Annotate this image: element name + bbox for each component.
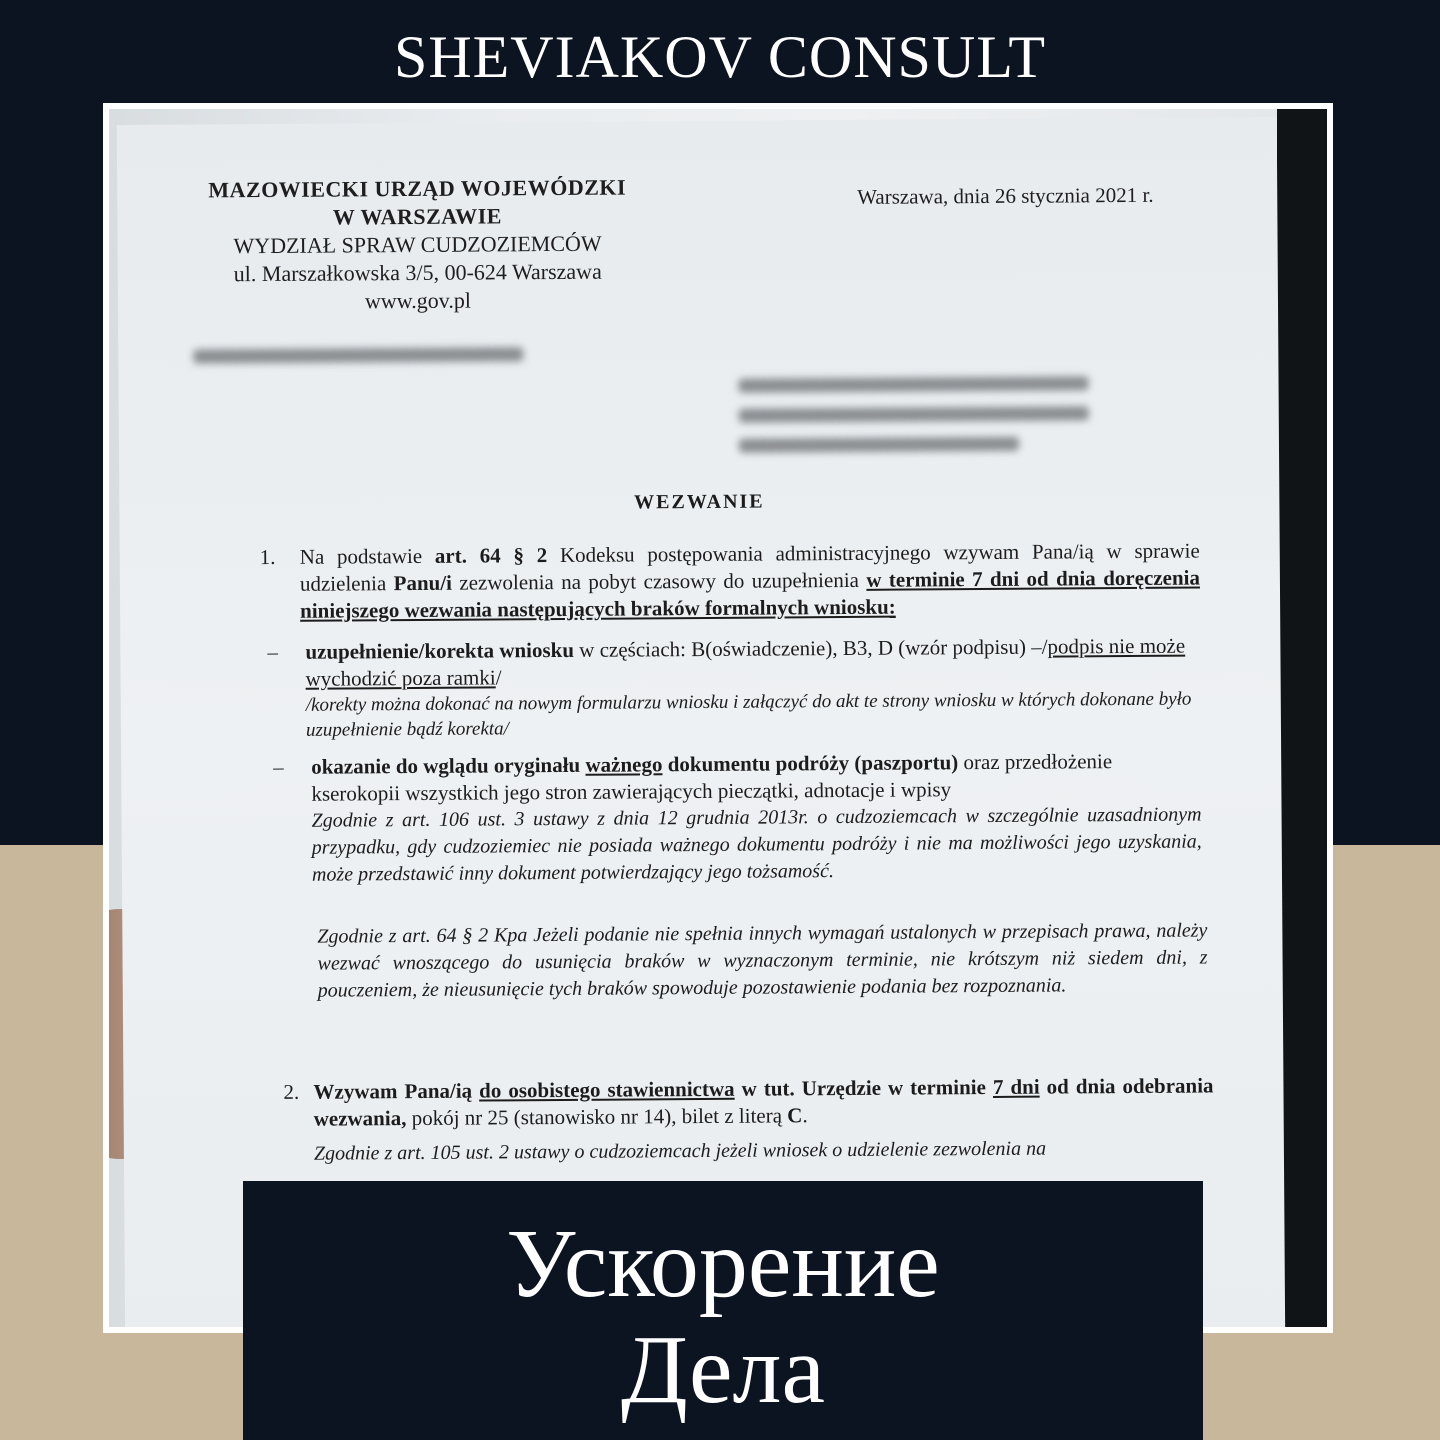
redacted-address-2	[739, 406, 1089, 422]
item-2-number: 2.	[283, 1079, 300, 1104]
office-header	[197, 173, 638, 316]
document-title: WEZWANIE	[634, 490, 765, 514]
document-photo	[109, 109, 1327, 1327]
caption-line-2: Дела	[621, 1316, 825, 1424]
deadline-text: w terminie 7 dni od dnia doręczenia niniejszego wezwania następujących braków formalnych wniosku:	[300, 565, 1201, 623]
document-sheet	[117, 117, 1286, 1327]
kpa-note: Zgodnie z art. 64 § 2 Kpa Jeżeli podanie nie spełnia innych wymagań ustalonych w przepisach prawa, należy wezwać wnoszącego do usunięcia braków w wyznaczonym terminie, nie krótszym niż siedem dni, z pouczeniem, że nieusunięcie tych braków spowoduje pozostawienie podania bez rozpoznania.	[317, 919, 1208, 1002]
caption-text	[243, 1211, 1203, 1423]
photo-background-edge	[1277, 109, 1327, 1327]
item-1-number: 1.	[259, 544, 276, 570]
redacted-reference	[193, 347, 523, 363]
item-2-note: Zgodnie z art. 105 ust. 2 ustawy o cudzoziemcach jeżeli wniosek o udzielenie zezwolenia na	[313, 1137, 1047, 1165]
bullet-1: – uzupełnienie/korekta wniosku w częściach: B(oświadczenie), B3, D (wzór podpisu) –/podpis nie może wychodzić poza ramki/ /korekty można dokonać na nowym formularzu wniosku i załączyć do akt te strony wniosku w których dokonane było uzupełnienie bądź korekta/	[305, 633, 1201, 743]
item-1: 1. Na podstawie art. 64 § 2 Kodeksu postępowania administracyjnego wzywam Pana/ią w sprawie udzielenia Panu/i zezwolenia na pobyt czasowy do uzupełnienia w terminie 7 dni od dnia doręczenia niniejszego wezwania następujących braków formalnych wniosku:	[259, 538, 1201, 623]
bullet-2-dash: –	[273, 754, 284, 779]
item-2: 2. Wzywam Pana/ią do osobistego stawiennictwa w tut. Urzędzie w terminie 7 dni od dnia odebrania wezwania, pokój nr 25 (stanowisko nr 14), bilet z literą C. Zgodnie z art. 105 ust. 2 ustawy o cudzoziemcach jeżeli wniosek o udzielenie zezwolenia na	[313, 1072, 1214, 1167]
office-address: ul. Marszałkowska 3/5, 00-624 Warszawa	[233, 258, 602, 287]
office-city: W WARSZAWIE	[332, 203, 503, 230]
bullet-1-dash: –	[267, 639, 278, 665]
document-date: Warszawa, dnia 26 stycznia 2021 r.	[857, 182, 1154, 209]
bullet-1-note: /korekty można dokonać na nowym formularzu wniosku i załączyć do akt te strony wniosku w których dokonane było uzupełnienie bądź korekta/	[305, 688, 1192, 741]
brand-title: SHEVIAKOV CONSULT	[393, 24, 1047, 90]
photo-frame	[103, 103, 1333, 1333]
caption-line-1: Ускорение	[506, 1210, 940, 1318]
bullet-2: – okazanie do wglądu oryginału ważnego dokumentu podróży (paszportu) oraz przedłożenie kserokopii wszystkich jego stron zawierających pieczątki, adnotacje i wpisy Zgodnie z art. 106 ust. 3 ustawy z dnia 12 grudnia 2013r. o cudzoziemcach w szczególnie uzasadnionym przypadku, gdy cudzoziemiec nie posiada ważnego dokumentu podróży i nie ma możliwości jego uzyskania, może przedstawić inny dokument potwierdzający jego tożsamość.	[311, 748, 1202, 889]
caption-box	[243, 1181, 1203, 1440]
office-website: www.gov.pl	[364, 287, 471, 314]
office-department: WYDZIAŁ SPRAW CUDZOZIEMCÓW	[233, 230, 602, 259]
redacted-address-1	[739, 376, 1089, 392]
bullet-2-note: Zgodnie z art. 106 ust. 3 ustawy z dnia 12 grudnia 2013r. o cudzoziemcach w szczególnie uzasadnionym przypadku, gdy cudzoziemiec nie posiada ważnego dokumentu podróży i nie ma możliwości jego uzyskania, może przedstawić inny dokument potwierdzający jego tożsamość.	[311, 803, 1202, 886]
office-name: MAZOWIECKI URZĄD WOJEWÓDZKI	[208, 174, 627, 203]
redacted-address-3	[739, 437, 1019, 453]
